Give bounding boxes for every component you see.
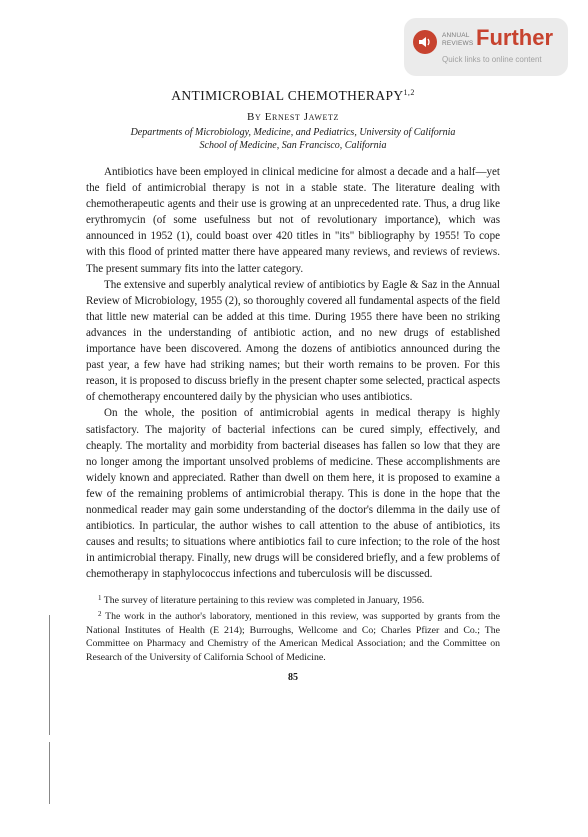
annual-reviews-logo <box>442 32 476 47</box>
page-number: 85 <box>288 672 298 684</box>
body-paragraph-3: On the whole, the position of antimicrobial agents in medical therapy is highly satisfactory. The majority of bacterial infections can be cured simply, effectively, and cheaply. The mortality and morbidity from bacterial diseases has fallen so low that they are no longer among the important unsolved problems of medicine. These accomplishments are widely known and appreciated. Rather than dwell on them here, it is proposed to examine a few of the remaining problems of antimicrobial therapy. This is done in the hope that the nonmedical reader may gain some understanding of the doctor's dilemma in the daily use of antibiotics. In particular, the author wishes to call attention to the abuse of antibiotics, its causes and results; to situations where antibiotics fail to cure infection; to the role of the host in antimicrobial therapy. Finally, new drugs will be considered briefly, and a few problems of chemotherapy in staphylococcus infections and tuberculosis will be discussed. <box>86 407 500 581</box>
speaker-icon <box>413 30 437 54</box>
margin-rule <box>49 615 50 735</box>
article-body <box>86 164 500 582</box>
body-paragraph-2: The extensive and superbly analytical review of antibiotics by Eagle & Saz in the Annual Review of Microbiology, 1955 (2), so thoroughly covered all fundamental aspects of the field that little new material can be added at this time. During 1955 there have been no striking advances in the understanding of antibiotic action, and no new drugs of established importance have been discovered. Among the dozens of antibiotics announced during the past year, a few have had striking names; but their worth remains to be proven. For this reason, it is proposed to discuss briefly in the present chapter some selected, practical aspects of chemotherapy encountered daily by the physician who uses antibiotics. <box>86 278 500 404</box>
footnote-text: The work in the author's laboratory, mentioned in this review, was supported by grants from the National Institutes of Health (E 214); Burroughs, Wellcome and Co; Charles Pfizer and Co.; The Committee on Pharmacy and Chemistry of the American Medical Association; and the Committee on Research of the University of California School of Medicine. <box>86 611 500 663</box>
footnote-text: The survey of literature pertaining to this review was completed in January, 1956. <box>103 595 425 607</box>
footnote-1 <box>86 592 500 608</box>
affiliation-line1: Departments of Microbiology, Medicine, and Pediatrics, University of California <box>130 127 456 138</box>
further-label: Further <box>476 25 553 50</box>
margin-rule <box>49 742 50 804</box>
footnote-2 <box>86 608 500 664</box>
brand-line1: ANNUAL <box>442 32 470 39</box>
quick-links-label: Quick links to online content <box>442 55 542 64</box>
article-title <box>86 84 500 105</box>
further-badge[interactable] <box>404 18 568 76</box>
author-byline: By Ernest Jawetz <box>247 111 339 123</box>
footnotes <box>86 592 500 664</box>
footnote-mark: 1 <box>98 594 102 603</box>
author-affiliation <box>86 126 500 152</box>
affiliation-line2: School of Medicine, San Francisco, California <box>199 140 387 151</box>
title-footnote-marks: 1,2 <box>403 88 415 97</box>
brand-line2: REVIEWS <box>442 39 474 47</box>
title-text: ANTIMICROBIAL CHEMOTHERAPY <box>171 88 404 103</box>
article-page <box>86 80 500 683</box>
footnote-mark: 2 <box>98 610 102 619</box>
body-paragraph-1: Antibiotics have been employed in clinical medicine for almost a decade and a half—yet the field of antimicrobial therapy is not in a stable state. The literature dealing with chemotherapeutic agents and their use is growing at an unprecedented rate. Thus, a drug like erythromycin (of some usefulness but not of revolutionary importance), which was announced in 1952 (1), could boast over 420 titles in "its" bibliography by 1955! To cope with this flood of printed matter there have appeared many reviews, and reviews of reviews. The present summary fits into the latter category. <box>86 166 500 275</box>
